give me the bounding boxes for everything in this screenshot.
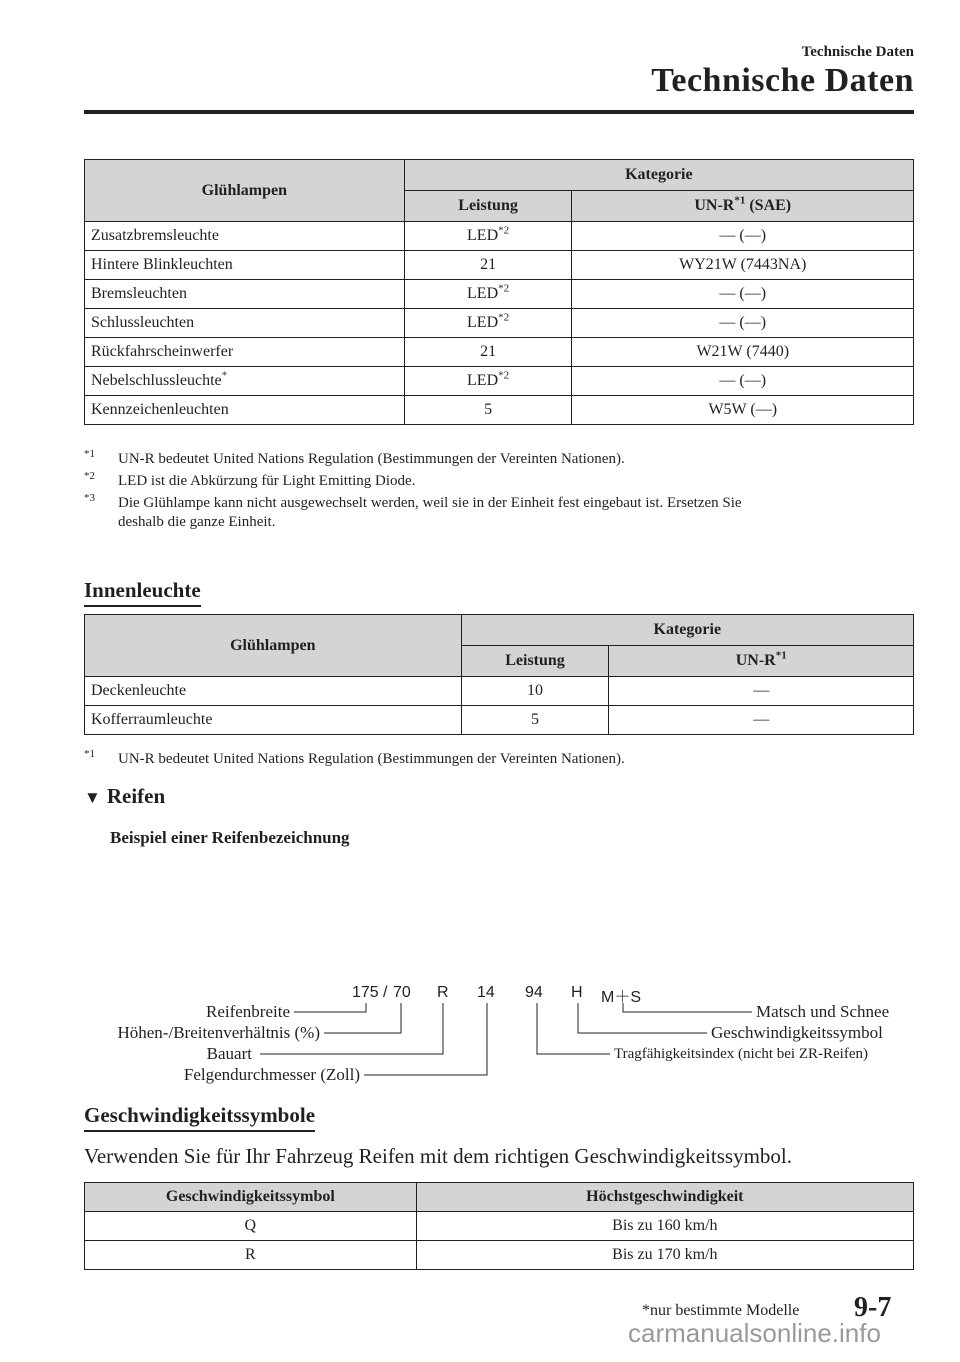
bulb-name: Schlussleuchten <box>91 314 195 331</box>
bulb-power: LED <box>467 372 499 389</box>
power-sup: *2 <box>498 282 510 295</box>
unr-sup: *1 <box>734 194 746 207</box>
label-rim: Felgendurchmesser (Zoll) <box>183 1065 360 1084</box>
bulb-name: Zusatzbremsleuchte <box>91 227 219 244</box>
footnote-text: LED ist die Abkürzung für Light Emitting Diode. <box>118 473 416 489</box>
bulb-power: 5 <box>484 401 493 418</box>
speed-max: Bis zu 170 km/h <box>416 1241 913 1270</box>
unr-label: UN-R <box>694 197 735 214</box>
code-load: 94 <box>525 984 543 1001</box>
code-rim: 14 <box>477 984 495 1001</box>
bulb-power: 5 <box>461 706 609 735</box>
bulb-name: Deckenleuchte <box>85 677 462 706</box>
code-ms: M＋S <box>601 989 642 1006</box>
col-header-category: Kategorie <box>404 160 913 191</box>
code-slash: / <box>383 984 388 1001</box>
bulb-power: LED <box>467 285 499 302</box>
footer-note: *nur bestimmte Modelle <box>642 1302 800 1319</box>
bulb-power: LED <box>467 227 499 244</box>
bulb-unr: WY21W (7443NA) <box>572 251 914 280</box>
page-title: Technische Daten <box>651 62 914 99</box>
bulb-unr: ― <box>609 706 914 735</box>
table-row <box>85 1241 914 1270</box>
label-ms: Matsch und Schnee <box>756 1002 890 1021</box>
bulb-power: 21 <box>480 343 497 360</box>
bulb-power: 21 <box>480 256 497 273</box>
section-title-interior: Innenleuchte <box>84 578 201 607</box>
bulb-power: 10 <box>461 677 609 706</box>
power-sup: *2 <box>498 369 510 382</box>
col-header-category: Kategorie <box>461 615 913 646</box>
speed-max: Bis zu 160 km/h <box>416 1212 913 1241</box>
footnote: $^{*3}$ Die Glühlampe kann nicht ausgewechselt werden, weil sie in der Einheit fest eingebaut ist. Ersetzen Sie deshalb die ganze Einheit. <box>84 492 742 530</box>
table-row <box>85 1212 914 1241</box>
code-ratio: 70 <box>393 984 411 1001</box>
bulb-unr: — (—) <box>572 367 914 396</box>
label-speed: Geschwindigkeitssymbol <box>711 1023 883 1042</box>
label-load: Tragfähigkeitsindex (nicht bei ZR-Reifen) <box>614 1046 868 1062</box>
footnote: $^{*2}$ LED ist die Abkürzung für Light Emitting Diode. <box>84 470 416 489</box>
speed-symbol: Q <box>85 1212 417 1241</box>
bulb-name: Rückfahrscheinwerfer <box>91 343 234 360</box>
section-title-speed: Geschwindigkeitssymbole <box>84 1103 315 1132</box>
col-header-bulb: Glühlampen <box>85 615 462 677</box>
bulb-name: Bremsleuchten <box>91 285 187 302</box>
page-number: 9-7 <box>854 1292 892 1323</box>
unr-label: UN-R <box>735 652 776 669</box>
label-type: Bauart <box>206 1044 252 1063</box>
tires-title-text: Reifen <box>106 784 166 808</box>
footnote-text: Die Glühlampe kann nicht ausgewechselt werden, weil sie in der Einheit fest eingebaut ist. Ersetzen Sie <box>118 495 742 511</box>
bulb-power: LED <box>467 314 499 331</box>
code-speed: H <box>571 984 583 1001</box>
name-sup: * <box>221 369 228 382</box>
label-width: Reifenbreite <box>205 1002 290 1021</box>
label-ratio: Höhen-/Breitenverhältnis (%) <box>117 1023 320 1042</box>
code-type: R <box>437 984 449 1001</box>
footnote-text: UN-R bedeutet United Nations Regulation (Bestimmungen der Vereinten Nationen). <box>118 451 625 467</box>
bulb-unr: — (—) <box>572 280 914 309</box>
bulb-unr: W5W (―) <box>572 396 914 425</box>
speed-symbol: R <box>85 1241 417 1270</box>
bulb-unr: ― <box>609 677 914 706</box>
unr-sup: *1 <box>775 649 787 662</box>
bulb-unr: — (—) <box>572 309 914 338</box>
code-width: 175 <box>352 984 379 1001</box>
footnote-text: UN-R bedeutet United Nations Regulation (Bestimmungen der Vereinten Nationen). <box>118 751 625 767</box>
col-header-power: Leistung <box>404 191 572 222</box>
footnote: $^{*1}$ UN-R bedeutet United Nations Regulation (Bestimmungen der Vereinten Nationen). <box>84 448 625 467</box>
bulb-name: Kennzeichenleuchten <box>91 401 229 418</box>
running-header: Technische Daten <box>801 44 914 60</box>
footnote-text-cont: deshalb die ganze Einheit. <box>118 514 276 530</box>
power-sup: *2 <box>498 224 510 237</box>
tires-subtitle: Beispiel einer Reifenbezeichnung <box>110 828 350 847</box>
col-header-symbol: Geschwindigkeitssymbol <box>85 1183 417 1212</box>
triangle-down-icon: ▼ <box>84 788 101 807</box>
speed-intro: Verwenden Sie für Ihr Fahrzeug Reifen mit dem richtigen Geschwindigkeitssymbol. <box>84 1144 792 1168</box>
unr-suffix: (SAE) <box>745 197 792 214</box>
footnote: $^{*1}$ UN-R bedeutet United Nations Regulation (Bestimmungen der Vereinten Nationen). <box>84 748 625 767</box>
power-sup: *2 <box>498 311 510 324</box>
speed-table <box>84 1182 914 1270</box>
bulb-name: Hintere Blinkleuchten <box>91 256 233 273</box>
bulb-name: Nebelschlussleuchte <box>91 372 222 389</box>
watermark: carmanualsonline.info <box>628 1318 881 1348</box>
bulb-unr: W21W (7440) <box>572 338 914 367</box>
col-header-max: Höchstgeschwindigkeit <box>416 1183 913 1212</box>
bulb-name: Kofferraumleuchte <box>85 706 462 735</box>
col-header-bulb: Glühlampen <box>85 160 405 222</box>
bulb-unr: — (—) <box>572 222 914 251</box>
col-header-power: Leistung <box>461 646 609 677</box>
